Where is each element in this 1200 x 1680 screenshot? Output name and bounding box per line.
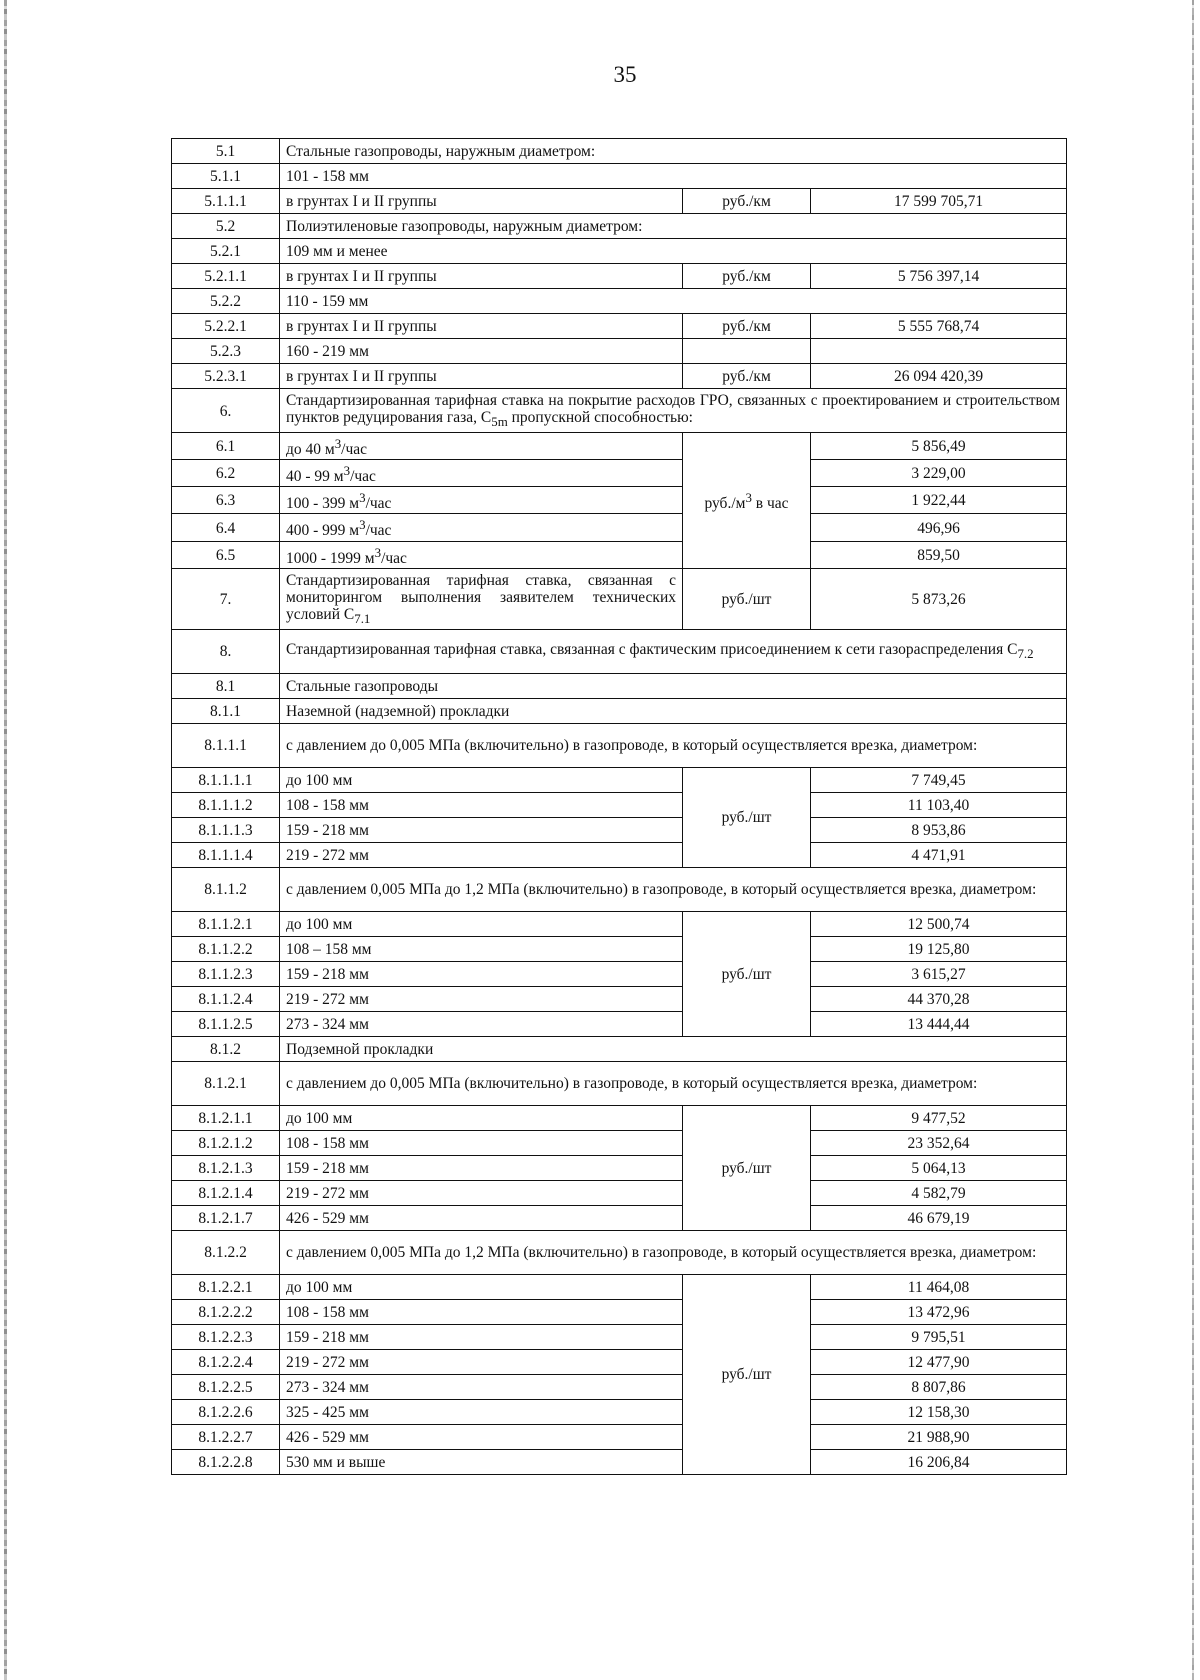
table-row xyxy=(172,1299,1067,1324)
table-row xyxy=(172,767,1067,792)
row-number: 8.1.1.1.4 xyxy=(172,842,280,867)
table-row xyxy=(172,792,1067,817)
row-number: 8.1.2.2.2 xyxy=(172,1299,280,1324)
row-number: 6. xyxy=(172,389,280,433)
row-value: 496,96 xyxy=(811,514,1067,541)
table-row xyxy=(172,1374,1067,1399)
table-row xyxy=(172,189,1067,214)
table-row xyxy=(172,723,1067,767)
row-description: 400 - 999 $м^3$/час xyxy=(280,514,683,541)
row-description: в грунтах I и II группы xyxy=(280,189,683,214)
table-row xyxy=(172,1349,1067,1374)
row-number: 5.2.2 xyxy=(172,289,280,314)
row-value: 8 807,86 xyxy=(811,1374,1067,1399)
row-description: 426 - 529 мм xyxy=(280,1205,683,1230)
row-number: 5.1 xyxy=(172,139,280,164)
row-description: 108 - 158 мм xyxy=(280,1299,683,1324)
row-unit-merged: руб./шт xyxy=(683,767,811,867)
table-row xyxy=(172,986,1067,1011)
row-description: 426 - 529 мм xyxy=(280,1424,683,1449)
row-description: 108 – 158 мм xyxy=(280,936,683,961)
row-number: 8.1.2.2.7 xyxy=(172,1424,280,1449)
row-unit: руб./шт xyxy=(683,568,811,629)
row-unit: руб./км xyxy=(683,364,811,389)
row-description: Подземной прокладки xyxy=(280,1036,1067,1061)
table-row xyxy=(172,1155,1067,1180)
row-description: Полиэтиленовые газопроводы, наружным диаметром: xyxy=(280,214,1067,239)
row-number: 8.1.1.2.3 xyxy=(172,961,280,986)
row-description: 219 - 272 мм xyxy=(280,1349,683,1374)
table-row xyxy=(172,629,1067,673)
row-description: в грунтах I и II группы xyxy=(280,314,683,339)
row-number: 8.1.2.2.1 xyxy=(172,1274,280,1299)
row-value: 7 749,45 xyxy=(811,767,1067,792)
row-description: 108 - 158 мм xyxy=(280,792,683,817)
row-value: 859,50 xyxy=(811,541,1067,568)
table-row xyxy=(172,1449,1067,1474)
row-value: 19 125,80 xyxy=(811,936,1067,961)
row-description: Стандартизированная тарифная ставка, связанная с мониторингом выполнения заявителем технических условий $C_{7.1}$ xyxy=(280,568,683,629)
row-number: 8.1.2.1.4 xyxy=(172,1180,280,1205)
row-number: 8.1.2.1 xyxy=(172,1061,280,1105)
row-value: 9 477,52 xyxy=(811,1105,1067,1130)
row-description: с давлением до 0,005 МПа (включительно) в газопроводе, в который осуществляется врезка, диаметром: xyxy=(280,723,1067,767)
row-value: 4 471,91 xyxy=(811,842,1067,867)
row-value: 46 679,19 xyxy=(811,1205,1067,1230)
row-number: 6.2 xyxy=(172,460,280,487)
row-description: Стальные газопроводы, наружным диаметром: xyxy=(280,139,1067,164)
table-row xyxy=(172,1230,1067,1274)
row-value: 13 472,96 xyxy=(811,1299,1067,1324)
row-value: 1 922,44 xyxy=(811,487,1067,514)
row-value: 12 477,90 xyxy=(811,1349,1067,1374)
row-value: 44 370,28 xyxy=(811,986,1067,1011)
row-value: 5 756 397,14 xyxy=(811,264,1067,289)
row-number: 8. xyxy=(172,629,280,673)
row-description: с давлением 0,005 МПа до 1,2 МПа (включительно) в газопроводе, в который осуществляется врезка, диаметром: xyxy=(280,1230,1067,1274)
page-number: 35 xyxy=(613,62,637,87)
table-row xyxy=(172,568,1067,629)
row-description: 219 - 272 мм xyxy=(280,1180,683,1205)
table-row xyxy=(172,541,1067,568)
row-description: 325 - 425 мм xyxy=(280,1399,683,1424)
row-number: 6.1 xyxy=(172,433,280,460)
row-number: 8.1.1.1.1 xyxy=(172,767,280,792)
table-row xyxy=(172,239,1067,264)
table-row xyxy=(172,1011,1067,1036)
table-row xyxy=(172,698,1067,723)
row-number: 6.5 xyxy=(172,541,280,568)
row-number: 8.1.2.2.4 xyxy=(172,1349,280,1374)
table-row xyxy=(172,1061,1067,1105)
table-row xyxy=(172,1180,1067,1205)
row-value: 5 064,13 xyxy=(811,1155,1067,1180)
row-description: 159 - 218 мм xyxy=(280,1324,683,1349)
table-row xyxy=(172,460,1067,487)
table-row xyxy=(172,264,1067,289)
row-description: 108 - 158 мм xyxy=(280,1130,683,1155)
table-row xyxy=(172,289,1067,314)
table-row xyxy=(172,314,1067,339)
table-row xyxy=(172,164,1067,189)
row-value: 21 988,90 xyxy=(811,1424,1067,1449)
table-row xyxy=(172,214,1067,239)
row-value: 12 158,30 xyxy=(811,1399,1067,1424)
table-row xyxy=(172,1130,1067,1155)
row-number: 6.4 xyxy=(172,514,280,541)
row-value: 11 103,40 xyxy=(811,792,1067,817)
row-unit-merged: $руб./м^3$ в час xyxy=(683,433,811,569)
row-number: 6.3 xyxy=(172,487,280,514)
row-number: 8.1.2.2.3 xyxy=(172,1324,280,1349)
row-description: Стандартизированная тарифная ставка на покрытие расходов ГРО, связанных с проектированием и строительством пунктов редуцирования газа, $C_{5m}$ пропускной способностью: xyxy=(280,389,1067,433)
row-description: 1000 - 1999 $м^3$/час xyxy=(280,541,683,568)
row-description: 219 - 272 мм xyxy=(280,842,683,867)
row-number: 5.2.3.1 xyxy=(172,364,280,389)
table-row xyxy=(172,1424,1067,1449)
row-value-empty xyxy=(811,339,1067,364)
row-description: Стандартизированная тарифная ставка, связанная с фактическим присоединением к сети газораспределения $C_{7.2}$ xyxy=(280,629,1067,673)
row-description: в грунтах I и II группы xyxy=(280,264,683,289)
row-number: 8.1.1.2 xyxy=(172,867,280,911)
table-row xyxy=(172,1105,1067,1130)
row-number: 5.2.1 xyxy=(172,239,280,264)
row-value: 9 795,51 xyxy=(811,1324,1067,1349)
table-row xyxy=(172,842,1067,867)
row-number: 8.1.2.1.1 xyxy=(172,1105,280,1130)
table-row xyxy=(172,1324,1067,1349)
table-row xyxy=(172,339,1067,364)
row-unit: руб./км xyxy=(683,189,811,214)
row-description: до 100 мм xyxy=(280,767,683,792)
table-row xyxy=(172,867,1067,911)
scan-edge-right xyxy=(1192,0,1194,1680)
table-row xyxy=(172,1036,1067,1061)
row-value: 5 856,49 xyxy=(811,433,1067,460)
row-number: 8.1.1 xyxy=(172,698,280,723)
row-value: 4 582,79 xyxy=(811,1180,1067,1205)
table-row xyxy=(172,911,1067,936)
row-value: 3 615,27 xyxy=(811,961,1067,986)
row-number: 5.1.1 xyxy=(172,164,280,189)
row-number: 8.1.2.2.5 xyxy=(172,1374,280,1399)
table-row xyxy=(172,1205,1067,1230)
row-description: Наземной (надземной) прокладки xyxy=(280,698,1067,723)
row-value: 23 352,64 xyxy=(811,1130,1067,1155)
row-number: 8.1.2.1.2 xyxy=(172,1130,280,1155)
table-row xyxy=(172,433,1067,460)
row-description: 273 - 324 мм xyxy=(280,1374,683,1399)
table-row xyxy=(172,389,1067,433)
row-description: 530 мм и выше xyxy=(280,1449,683,1474)
row-value: 26 094 420,39 xyxy=(811,364,1067,389)
table-row xyxy=(172,139,1067,164)
row-description: 110 - 159 мм xyxy=(280,289,1067,314)
row-description: 109 мм и менее xyxy=(280,239,1067,264)
row-number: 8.1.1.2.4 xyxy=(172,986,280,1011)
row-number: 8.1.1.1.2 xyxy=(172,792,280,817)
row-number: 8.1.1.1.3 xyxy=(172,817,280,842)
row-number: 8.1.1.2.1 xyxy=(172,911,280,936)
row-unit-merged: руб./шт xyxy=(683,1274,811,1474)
row-description: в грунтах I и II группы xyxy=(280,364,683,389)
row-value: 5 555 768,74 xyxy=(811,314,1067,339)
tariff-table xyxy=(171,138,1067,1475)
row-value: 3 229,00 xyxy=(811,460,1067,487)
row-value: 5 873,26 xyxy=(811,568,1067,629)
table-row xyxy=(172,673,1067,698)
row-unit-merged: руб./шт xyxy=(683,1105,811,1230)
table-row xyxy=(172,364,1067,389)
row-number: 5.1.1.1 xyxy=(172,189,280,214)
row-number: 8.1.2.2 xyxy=(172,1230,280,1274)
table-row xyxy=(172,487,1067,514)
row-description: 273 - 324 мм xyxy=(280,1011,683,1036)
row-number: 8.1.2.2.8 xyxy=(172,1449,280,1474)
row-value: 8 953,86 xyxy=(811,817,1067,842)
row-number: 8.1.2 xyxy=(172,1036,280,1061)
row-description: 219 - 272 мм xyxy=(280,986,683,1011)
row-description: с давлением 0,005 МПа до 1,2 МПа (включительно) в газопроводе, в который осуществляется врезка, диаметром: xyxy=(280,867,1067,911)
row-description: до 100 мм xyxy=(280,911,683,936)
row-number: 5.2.3 xyxy=(172,339,280,364)
row-number: 8.1.2.1.3 xyxy=(172,1155,280,1180)
row-number: 5.2 xyxy=(172,214,280,239)
row-description: 159 - 218 мм xyxy=(280,1155,683,1180)
table-row xyxy=(172,817,1067,842)
row-description: 159 - 218 мм xyxy=(280,817,683,842)
row-unit-merged: руб./шт xyxy=(683,911,811,1036)
row-description: до 100 мм xyxy=(280,1105,683,1130)
row-description: 101 - 158 мм xyxy=(280,164,1067,189)
row-value: 13 444,44 xyxy=(811,1011,1067,1036)
row-description: с давлением до 0,005 МПа (включительно) в газопроводе, в который осуществляется врезка, диаметром: xyxy=(280,1061,1067,1105)
row-description: 100 - 399 $м^3$/час xyxy=(280,487,683,514)
row-description: до 40 $м^3$/час xyxy=(280,433,683,460)
row-number: 5.2.1.1 xyxy=(172,264,280,289)
table-row xyxy=(172,1399,1067,1424)
table-row xyxy=(172,961,1067,986)
table-row xyxy=(172,514,1067,541)
row-number: 5.2.2.1 xyxy=(172,314,280,339)
row-number: 8.1.2.2.6 xyxy=(172,1399,280,1424)
row-number: 8.1.1.1 xyxy=(172,723,280,767)
row-unit-empty xyxy=(683,339,811,364)
row-description: 159 - 218 мм xyxy=(280,961,683,986)
row-description: Стальные газопроводы xyxy=(280,673,1067,698)
table-row xyxy=(172,1274,1067,1299)
row-number: 8.1 xyxy=(172,673,280,698)
table-row xyxy=(172,936,1067,961)
row-number: 8.1.1.2.5 xyxy=(172,1011,280,1036)
row-description: до 100 мм xyxy=(280,1274,683,1299)
row-value: 17 599 705,71 xyxy=(811,189,1067,214)
row-number: 8.1.1.2.2 xyxy=(172,936,280,961)
row-value: 12 500,74 xyxy=(811,911,1067,936)
row-value: 11 464,08 xyxy=(811,1274,1067,1299)
row-unit: руб./км xyxy=(683,264,811,289)
row-number: 7. xyxy=(172,568,280,629)
row-unit: руб./км xyxy=(683,314,811,339)
row-description: 40 - 99 $м^3$/час xyxy=(280,460,683,487)
row-number: 8.1.2.1.7 xyxy=(172,1205,280,1230)
row-value: 16 206,84 xyxy=(811,1449,1067,1474)
row-description: 160 - 219 мм xyxy=(280,339,683,364)
scan-edge-left xyxy=(4,0,7,1680)
